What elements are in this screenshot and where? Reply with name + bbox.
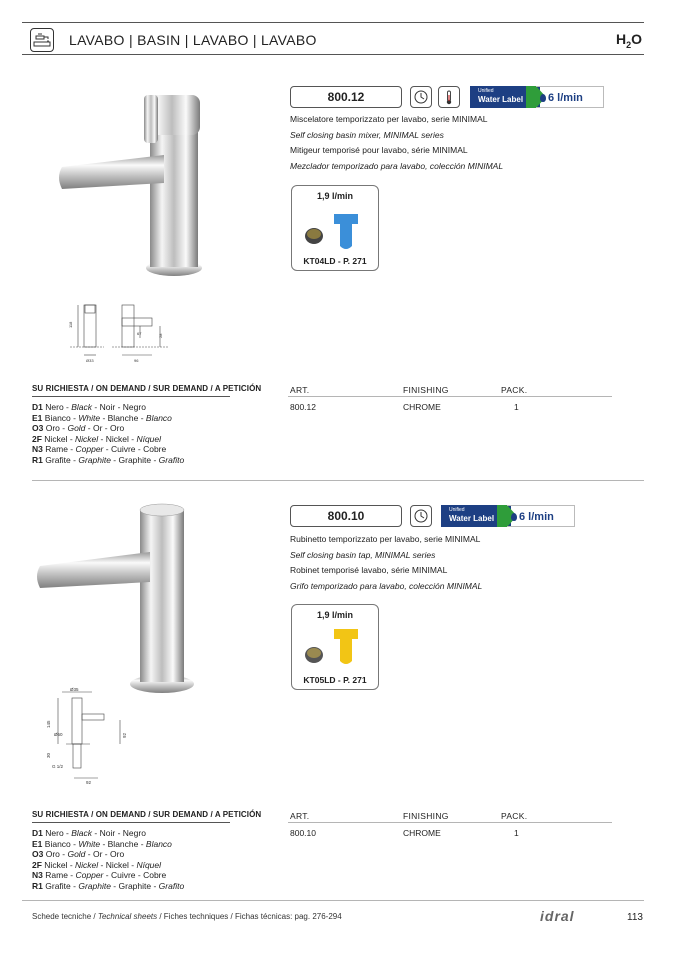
thermometer-icon bbox=[438, 86, 460, 108]
svg-text:Ø50: Ø50 bbox=[54, 732, 63, 737]
svg-text:92: 92 bbox=[86, 780, 92, 785]
water-drop-icon bbox=[540, 94, 546, 102]
on-demand-colors bbox=[32, 402, 184, 465]
svg-text:30: 30 bbox=[46, 752, 51, 758]
on-demand-heading: SU RICHIESTA / ON DEMAND / SUR DEMAND / A PETICIÓN bbox=[32, 384, 262, 393]
svg-text:G 1/2: G 1/2 bbox=[52, 764, 64, 769]
color-option: N3 Rame - Copper - Cuivre - Cobre bbox=[32, 444, 167, 454]
color-option: D1 Nero - Black - Noir - Negro bbox=[32, 402, 146, 412]
table-header-rule bbox=[288, 396, 612, 397]
col-header-art: ART. bbox=[290, 811, 310, 821]
technical-drawing-800-12 bbox=[60, 300, 180, 373]
product-description-800-12: Miscelatore temporizzato per lavabo, serie MINIMAL Self closing basin mixer, MINIMAL series Mitigeur temporisé pour lavabo, série MINIMAL Mezclador temporizado para lavabo, colección MINIMAL bbox=[290, 114, 504, 171]
color-option: E1 Bianco - White - Blanche - Blanco bbox=[32, 838, 172, 849]
kit-code: KT05LD - P. 271 bbox=[303, 675, 367, 685]
on-demand-rule bbox=[32, 822, 230, 823]
water-label-green bbox=[497, 505, 507, 527]
svg-text:118: 118 bbox=[68, 321, 73, 328]
water-label-flow: 6 l/min bbox=[536, 86, 604, 108]
table-header-rule bbox=[288, 822, 612, 823]
svg-text:67: 67 bbox=[137, 331, 142, 336]
flow-kit-card-kt04ld[interactable] bbox=[291, 185, 379, 271]
svg-text:92: 92 bbox=[122, 732, 127, 738]
col-header-art: ART. bbox=[290, 385, 310, 395]
svg-text:96: 96 bbox=[134, 358, 139, 363]
table-cell-art: 800.10 bbox=[290, 828, 316, 838]
product-photo-800-12 bbox=[52, 85, 212, 290]
on-demand-heading: SU RICHIESTA / ON DEMAND / SUR DEMAND / A PETICIÓN bbox=[32, 810, 262, 819]
color-option: R1 Grafite - Graphite - Graphite - Grafito bbox=[32, 880, 185, 891]
footer-rule bbox=[22, 900, 644, 901]
kit-code: KT04LD - P. 271 bbox=[303, 256, 367, 266]
section-divider bbox=[32, 480, 644, 481]
svg-text:28: 28 bbox=[158, 333, 163, 338]
water-drop-icon bbox=[511, 513, 517, 521]
basin-icon bbox=[30, 28, 54, 52]
page-title: LAVABO | BASIN | LAVABO | LAVABO bbox=[69, 32, 317, 48]
color-option: 2F Nickel - Nickel - Nickel - Níquel bbox=[32, 433, 162, 444]
color-option: R1 Grafite - Graphite - Graphite - Grafito bbox=[32, 454, 185, 465]
svg-text:Ø35: Ø35 bbox=[70, 687, 79, 692]
product-code-800-12: 800.12 bbox=[290, 86, 402, 108]
table-cell-finishing: CHROME bbox=[403, 828, 441, 838]
water-label-flow: 6 l/min bbox=[507, 505, 575, 527]
table-cell-pack: 1 bbox=[514, 828, 519, 838]
technical-drawing-800-10 bbox=[40, 686, 140, 791]
water-label-badge: Unified Water Label bbox=[470, 86, 540, 108]
color-option: 2F Nickel - Nickel - Nickel - Níquel bbox=[32, 859, 162, 870]
aerator-key-icon bbox=[300, 206, 370, 252]
water-label-green bbox=[526, 86, 536, 108]
table-cell-art: 800.12 bbox=[290, 402, 316, 412]
flow-kit-card-kt05ld[interactable] bbox=[291, 604, 379, 690]
color-option: N3 Rame - Copper - Cuivre - Cobre bbox=[32, 870, 167, 880]
on-demand-rule bbox=[32, 396, 230, 397]
water-label-badge: Unified Water Label bbox=[441, 505, 511, 527]
product-code-800-10: 800.10 bbox=[290, 505, 402, 527]
color-option: O3 Oro - Gold - Or - Oro bbox=[32, 423, 125, 433]
col-header-finishing: FINISHING bbox=[403, 811, 449, 821]
timer-icon bbox=[410, 86, 432, 108]
svg-text:145: 145 bbox=[46, 720, 51, 728]
col-header-finishing: FINISHING bbox=[403, 385, 449, 395]
page-number: 113 bbox=[627, 912, 643, 923]
kit-flow-rate: 1,9 l/min bbox=[316, 610, 353, 620]
timer-icon bbox=[410, 505, 432, 527]
product-description-800-10: Rubinetto temporizzato per lavabo, serie MINIMAL Self closing basin tap, MINIMAL series Robinet temporisé lavabo, série MINIMAL Grifo temporizado para lavabo, colección MINIMAL bbox=[290, 534, 483, 591]
color-option: E1 Bianco - White - Blanche - Blanco bbox=[32, 412, 172, 423]
idral-logo: idral bbox=[540, 908, 575, 924]
h2o-label: $H_2O$ bbox=[616, 31, 643, 50]
aerator-key-icon bbox=[300, 625, 370, 671]
technical-sheets-link[interactable]: Schede tecniche / Technical sheets / Fiches techniques / Fichas técnicas: pag. 276-294 bbox=[32, 912, 342, 921]
table-cell-finishing: CHROME bbox=[403, 402, 441, 412]
col-header-pack: PACK. bbox=[501, 811, 528, 821]
color-option: D1 Nero - Black - Noir - Negro bbox=[32, 828, 146, 838]
kit-flow-rate: 1,9 l/min bbox=[316, 191, 353, 201]
header-bottom-rule bbox=[22, 54, 644, 55]
on-demand-colors bbox=[32, 828, 184, 891]
col-header-pack: PACK. bbox=[501, 385, 528, 395]
svg-text:Ø33: Ø33 bbox=[86, 358, 94, 363]
product-photo-800-10 bbox=[34, 500, 204, 705]
table-cell-pack: 1 bbox=[514, 402, 519, 412]
header-top-rule bbox=[22, 22, 644, 23]
color-option: O3 Oro - Gold - Or - Oro bbox=[32, 849, 125, 859]
